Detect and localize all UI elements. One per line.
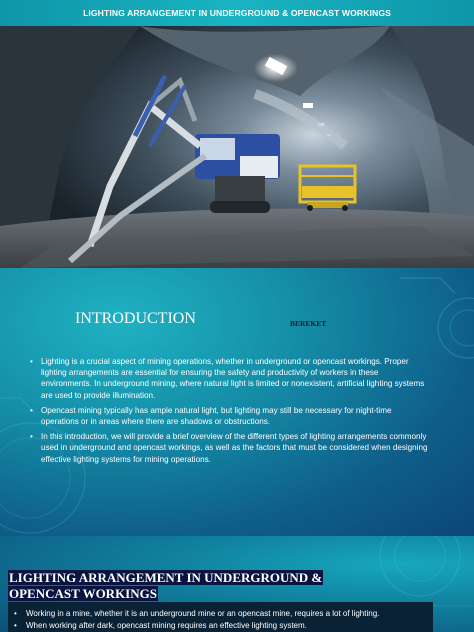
bullet-list (8, 602, 433, 632)
bullet-item: • When working after dark, opencast mining requires an effective lighting system. (14, 620, 433, 632)
title-banner (0, 0, 474, 26)
content-box (8, 602, 433, 632)
slide-title-photo (0, 0, 474, 268)
bullet-item: • Opencast mining typically has ample natural light, but lighting may still be necessary for night-time operations or in areas where there are shadows or obstructions. (30, 405, 430, 427)
banner-title: LIGHTING ARRANGEMENT IN UNDERGROUND & OPENCAST WORKINGS (83, 8, 391, 18)
slide-lighting-arrangement (0, 536, 474, 632)
bullet-item: • Working in a mine, whether it is an underground mine or an opencast mine, requires a lot of lighting. (14, 608, 433, 620)
mine-tunnel-photo (0, 26, 474, 268)
bullet-item: • In this introduction, we will provide a brief overview of the different types of lighting arrangements commonly used in underground and opencast workings, as well as the factors that must be considered when designing effective lighting systems for mining operations. (30, 431, 430, 465)
heading-line-1: LIGHTING ARRANGEMENT IN UNDERGROUND & (9, 570, 323, 585)
intro-bullet-list (30, 356, 430, 469)
slide-heading (8, 570, 323, 602)
slide-introduction (0, 268, 474, 536)
bullet-item: • Lighting is a crucial aspect of mining operations, whether in underground or opencast workings. Proper lighting arrangements are essential for ensuring the safety and productivity of workers in these environments. In underground mining, where natural light is limited or nonexistent, artificial lighting systems are used to provide illumination. (30, 356, 430, 401)
author-name: BEREKET (290, 319, 327, 328)
slide-title: INTRODUCTION (75, 310, 196, 327)
heading-line-2: OPENCAST WORKINGS (9, 586, 157, 601)
